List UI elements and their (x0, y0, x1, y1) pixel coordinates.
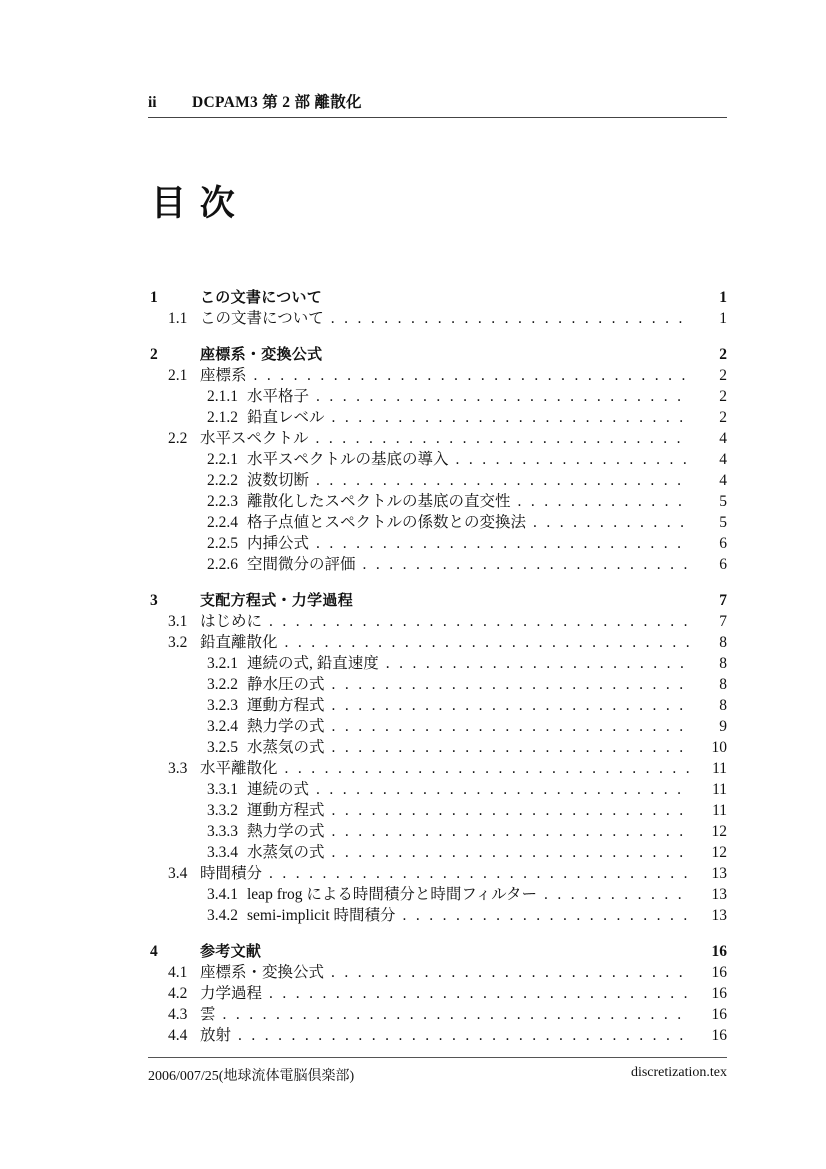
toc-entry-number: 2.2.5 (207, 535, 238, 552)
toc-entry-number: 4 (150, 943, 158, 960)
toc-entry-number: 3.3 (168, 760, 188, 777)
dot-leader (238, 1025, 691, 1046)
toc-entry-title: 内挿公式 (247, 535, 310, 552)
toc-entry-title: 座標系・変換公式 (200, 346, 323, 363)
toc-entry-title: 支配方程式・力学過程 (200, 592, 354, 609)
dot-leader (332, 842, 691, 863)
running-header (148, 90, 727, 118)
toc-entry-row (150, 533, 727, 554)
toc-entry-page: 16 (711, 964, 727, 981)
toc-entry-page: 11 (712, 760, 727, 777)
toc-entry-row (150, 407, 727, 428)
dot-leader (316, 386, 691, 407)
toc-entry-number: 4.3 (168, 1006, 188, 1023)
toc-entry-page: 6 (719, 535, 727, 552)
toc-entry-page: 10 (711, 739, 727, 756)
toc-entry-row (150, 1025, 727, 1046)
toc-entry-row (150, 821, 727, 842)
toc-entry-row (150, 884, 727, 905)
toc-chapter-row (150, 941, 727, 962)
dot-leader (285, 758, 691, 779)
dot-leader (332, 800, 691, 821)
toc-entry-number: 2 (150, 346, 158, 363)
toc-entry-number: 4.1 (168, 964, 188, 981)
toc-entry-page: 13 (711, 865, 727, 882)
dot-leader (332, 737, 691, 758)
dot-leader (269, 863, 691, 884)
toc-entry-page: 16 (711, 943, 727, 960)
toc-entry-number: 3.3.2 (207, 802, 238, 819)
toc-entry-row (150, 695, 727, 716)
toc-entry-row (150, 470, 727, 491)
header-page-number: ii (148, 94, 157, 111)
toc-entry-row (150, 737, 727, 758)
dot-leader (269, 983, 691, 1004)
dot-leader (223, 1004, 691, 1025)
page-footer (148, 1057, 727, 1085)
toc-entry-page: 12 (711, 844, 727, 861)
toc-entry-title: 静水圧の式 (247, 676, 325, 693)
toc-entry-page: 4 (719, 430, 727, 447)
toc-entry-title: 空間微分の評価 (247, 556, 356, 573)
dot-leader (332, 695, 691, 716)
toc-entry-page: 6 (719, 556, 727, 573)
toc-entry-page: 8 (719, 676, 727, 693)
toc-entry-title: 水平スペクトル (200, 430, 309, 447)
toc-entry-number: 1 (150, 289, 158, 306)
toc-entry-number: 3 (150, 592, 158, 609)
toc-entry-number: 3.1 (168, 613, 188, 630)
dot-leader (403, 905, 691, 926)
toc-entry-page: 16 (711, 1006, 727, 1023)
toc-entry-title: 水蒸気の式 (247, 739, 325, 756)
dot-leader (518, 491, 691, 512)
toc-chapter-row (150, 590, 727, 611)
toc-entry-row (150, 863, 727, 884)
toc-entry-number: 2.2.2 (207, 472, 238, 489)
toc-entry-row (150, 716, 727, 737)
toc-entry-title: この文書について (200, 310, 324, 327)
dot-leader (254, 365, 691, 386)
toc-entry-page: 2 (719, 388, 727, 405)
toc-entry-number: 4.4 (168, 1027, 188, 1044)
toc-entry-number: 3.2.1 (207, 655, 238, 672)
dot-leader (386, 653, 691, 674)
header-running-title: DCPAM3 第 2 部 離散化 (192, 94, 362, 111)
toc-entry-page: 11 (712, 802, 727, 819)
toc-entry-page: 2 (719, 346, 727, 363)
toc-entry-row (150, 449, 727, 470)
toc-entry-page: 8 (719, 697, 727, 714)
toc-entry-title: はじめに (200, 613, 263, 630)
toc-entry-page: 11 (712, 781, 727, 798)
toc-entry-title: 運動方程式 (247, 697, 325, 714)
toc-entry-page: 8 (719, 655, 727, 672)
toc-entry-page: 1 (719, 310, 727, 327)
toc-entry-row (150, 983, 727, 1004)
toc-entry-title: 参考文献 (200, 943, 262, 960)
dot-leader (269, 611, 691, 632)
dot-leader (316, 533, 691, 554)
dot-leader (363, 554, 691, 575)
footer-date-club: 2006/007/25(地球流体電脳倶楽部) (148, 1069, 355, 1084)
toc-entry-title: leap frog による時間積分と時間フィルター (247, 886, 538, 903)
toc-entry-row (150, 428, 727, 449)
dot-leader (331, 308, 691, 329)
dot-leader (316, 428, 691, 449)
toc-entry-row (150, 554, 727, 575)
toc-entry-number: 3.2 (168, 634, 188, 651)
toc-entry-number: 1.1 (168, 310, 188, 327)
toc-entry-number: 2.1.2 (207, 409, 238, 426)
dot-leader (316, 470, 691, 491)
toc-entry-row (150, 611, 727, 632)
toc-entry-title: 熱力学の式 (247, 718, 325, 735)
toc-entry-row (150, 491, 727, 512)
dot-leader (533, 512, 691, 533)
toc-entry-page: 13 (711, 886, 727, 903)
toc-entry-row (150, 962, 727, 983)
dot-leader (456, 449, 691, 470)
toc-entry-row (150, 632, 727, 653)
toc-entry-page: 12 (711, 823, 727, 840)
toc-entry-number: 3.2.5 (207, 739, 238, 756)
toc-entry-number: 2.2 (168, 430, 188, 447)
toc-entry-title: 格子点値とスペクトルの係数との変換法 (247, 514, 527, 531)
toc-entry-title: 水平離散化 (200, 760, 278, 777)
toc-entry-row (150, 365, 727, 386)
dot-leader (332, 716, 691, 737)
toc-entry-title: 雲 (200, 1006, 216, 1023)
toc-entry-title: 放射 (200, 1027, 232, 1044)
toc-entry-row (150, 512, 727, 533)
toc-entry-row (150, 386, 727, 407)
toc-entry-title: 水蒸気の式 (247, 844, 325, 861)
toc-entry-row (150, 674, 727, 695)
toc-entry-title: 離散化したスペクトルの基底の直交性 (247, 493, 511, 510)
toc-entry-title: 運動方程式 (247, 802, 325, 819)
toc-entry-page: 9 (719, 718, 727, 735)
toc-entry-page: 4 (719, 472, 727, 489)
toc-entry-row (150, 800, 727, 821)
toc-entry-number: 2.2.6 (207, 556, 238, 573)
toc-entry-number: 3.4 (168, 865, 188, 882)
toc-entry-title: 波数切断 (247, 472, 310, 489)
toc-entry-page: 16 (711, 1027, 727, 1044)
page-title: 目 次 (151, 184, 237, 223)
dot-leader (316, 779, 691, 800)
toc-entry-page: 13 (711, 907, 727, 924)
toc-entry-page: 4 (719, 451, 727, 468)
toc-entry-title: 座標系・変換公式 (200, 964, 325, 981)
toc-entry-title: 鉛直レベル (247, 409, 325, 426)
dot-leader (331, 962, 691, 983)
toc-chapter-row (150, 287, 727, 308)
toc-entry-title: 力学過程 (200, 985, 263, 1002)
footer-filename: discretization.tex (630, 1065, 727, 1080)
toc-entry-page: 1 (719, 289, 727, 306)
toc-entry-row (150, 1004, 727, 1025)
toc-entry-number: 3.3.4 (207, 844, 238, 861)
toc-entry-page: 2 (719, 367, 727, 384)
toc-entry-page: 5 (719, 493, 727, 510)
toc-entry-page: 7 (719, 613, 727, 630)
toc-entry-title: 水平格子 (247, 388, 310, 405)
toc-entry-number: 3.4.2 (207, 907, 238, 924)
toc-entry-title: 鉛直離散化 (200, 634, 278, 651)
toc-entry-number: 3.4.1 (207, 886, 238, 903)
toc-entry-title: この文書について (200, 289, 323, 306)
toc-entry-row (150, 308, 727, 329)
toc-list (150, 287, 727, 1046)
dot-leader (544, 884, 691, 905)
toc-entry-title: 連続の式 (247, 781, 310, 798)
toc-entry-title: 熱力学の式 (247, 823, 325, 840)
toc-entry-number: 3.2.2 (207, 676, 238, 693)
dot-leader (332, 407, 691, 428)
dot-leader (332, 674, 691, 695)
toc-entry-row (150, 653, 727, 674)
toc-entry-number: 3.2.4 (207, 718, 238, 735)
toc-entry-title: 座標系 (200, 367, 247, 384)
toc-entry-number: 2.2.1 (207, 451, 238, 468)
toc-entry-title: 時間積分 (200, 865, 263, 882)
toc-entry-number: 3.3.3 (207, 823, 238, 840)
dot-leader (285, 632, 691, 653)
toc-entry-title: semi-implicit 時間積分 (247, 907, 396, 924)
toc-entry-number: 2.1.1 (207, 388, 238, 405)
toc-entry-title: 水平スペクトルの基底の導入 (247, 451, 449, 468)
toc-entry-number: 4.2 (168, 985, 188, 1002)
toc-entry-page: 7 (719, 592, 727, 609)
toc-entry-number: 2.1 (168, 367, 188, 384)
toc-entry-page: 16 (711, 985, 727, 1002)
toc-entry-title: 連続の式, 鉛直速度 (247, 655, 379, 672)
dot-leader (332, 821, 691, 842)
toc-entry-number: 3.2.3 (207, 697, 238, 714)
toc-entry-row (150, 779, 727, 800)
toc-entry-page: 5 (719, 514, 727, 531)
toc-entry-number: 2.2.4 (207, 514, 238, 531)
toc-entry-number: 3.3.1 (207, 781, 238, 798)
toc-entry-row (150, 758, 727, 779)
toc-entry-number: 2.2.3 (207, 493, 238, 510)
toc-entry-row (150, 842, 727, 863)
toc-entry-page: 2 (719, 409, 727, 426)
toc-entry-row (150, 905, 727, 926)
toc-chapter-row (150, 344, 727, 365)
toc-entry-page: 8 (719, 634, 727, 651)
